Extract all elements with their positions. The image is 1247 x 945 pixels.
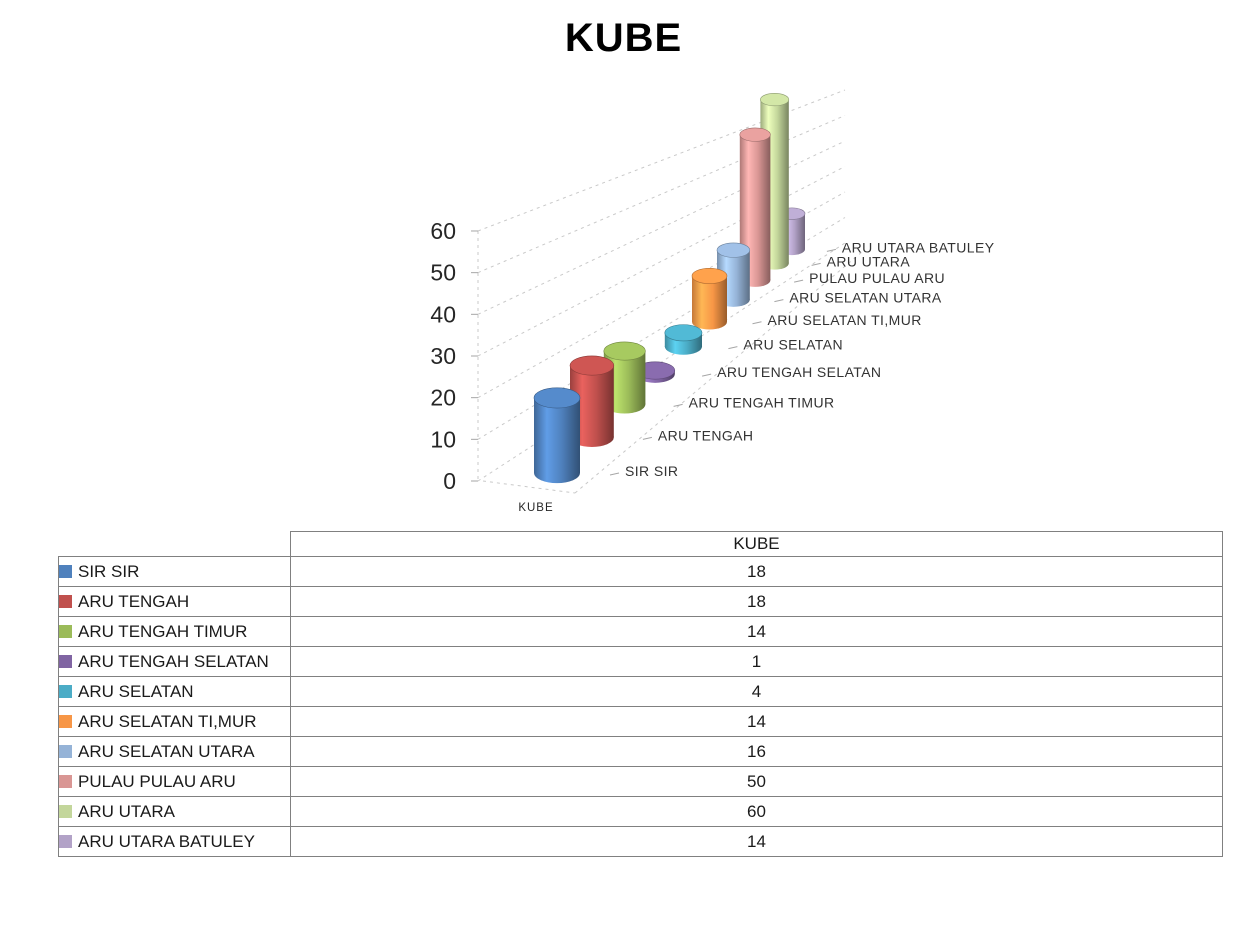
value-tick-40: 40: [430, 301, 456, 328]
series-label-aru-utara-batuley: ARU UTARA BATULEY: [841, 239, 995, 256]
legend-label: ARU SELATAN TI,MUR: [78, 711, 257, 731]
value-tick-0: 0: [443, 468, 456, 494]
legend-label: PULAU PULAU ARU: [78, 771, 236, 791]
legend-label: ARU TENGAH SELATAN: [78, 651, 269, 671]
legend-label: ARU SELATAN UTARA: [78, 741, 255, 761]
legend-cell: [59, 767, 291, 797]
value-tick-30: 30: [430, 342, 456, 369]
cylinder-aru-selatan-ti-mur: [692, 268, 727, 329]
value-cell: 1: [291, 647, 1223, 677]
value-cell: 14: [291, 617, 1223, 647]
table-row: [59, 737, 1223, 767]
chart-title: KUBE: [564, 16, 683, 60]
legend-cell: [59, 737, 291, 767]
series-label-aru-utara: ARU UTARA: [826, 253, 911, 270]
table-row: [59, 707, 1223, 737]
series-label-aru-selatan: ARU SELATAN: [743, 336, 843, 353]
table-row: [59, 797, 1223, 827]
legend-label: ARU UTARA BATULEY: [78, 831, 255, 851]
legend-cell: [59, 677, 291, 707]
value-cell: 4: [291, 677, 1223, 707]
legend-cell: [59, 557, 291, 587]
legend-label: ARU SELATAN: [78, 681, 194, 701]
legend-swatch: [59, 625, 72, 638]
legend-swatch: [59, 565, 72, 578]
category-axis-label: KUBE: [518, 502, 554, 514]
series-label-aru-selatan-utara: ARU SELATAN UTARA: [789, 289, 942, 306]
value-tick-60: 60: [430, 217, 456, 244]
value-cell: 16: [291, 737, 1223, 767]
legend-swatch: [59, 805, 72, 818]
legend-cell: [59, 827, 291, 857]
table-header-row: [59, 532, 1223, 557]
value-cell: 18: [291, 557, 1223, 587]
legend-cell: [59, 707, 291, 737]
value-cell: 50: [291, 767, 1223, 797]
value-cell: 18: [291, 587, 1223, 617]
table-row: [59, 767, 1223, 797]
legend-label: SIR SIR: [78, 561, 140, 581]
table-row: [59, 827, 1223, 857]
value-tick-10: 10: [430, 426, 456, 453]
cylinder-chart: [400, 60, 1030, 525]
legend-cell: [59, 617, 291, 647]
series-label-sir-sir: SIR SIR: [625, 463, 679, 479]
table-body: [59, 557, 1223, 857]
table-row: [59, 557, 1223, 587]
legend-swatch: [59, 685, 72, 698]
cylinders: [534, 93, 805, 483]
table-header-blank-cell: [59, 532, 291, 557]
legend-label: ARU UTARA: [78, 801, 175, 821]
value-cell: 60: [291, 797, 1223, 827]
table-row: [59, 617, 1223, 647]
legend-cell: [59, 647, 291, 677]
data-table: [58, 531, 1223, 857]
series-label-aru-selatan-ti-mur: ARU SELATAN TI,MUR: [767, 311, 922, 328]
cylinder-aru-selatan: [665, 325, 702, 355]
legend-swatch: [59, 745, 72, 758]
table-row: [59, 647, 1223, 677]
value-axis-labels: [430, 218, 456, 494]
series-label-aru-tengah-timur: ARU TENGAH TIMUR: [688, 394, 835, 411]
legend-swatch: [59, 835, 72, 848]
legend-label: ARU TENGAH TIMUR: [78, 621, 248, 641]
table-row: [59, 677, 1223, 707]
legend-cell: [59, 587, 291, 617]
value-tick-50: 50: [430, 259, 456, 286]
legend-swatch: [59, 775, 72, 788]
series-label-aru-tengah-selatan: ARU TENGAH SELATAN: [717, 364, 882, 381]
legend-cell: [59, 797, 291, 827]
value-cell: 14: [291, 827, 1223, 857]
legend-swatch: [59, 595, 72, 608]
gridlines: [478, 90, 845, 481]
value-tick-20: 20: [430, 384, 456, 411]
legend-swatch: [59, 655, 72, 668]
category-labels: [610, 239, 995, 479]
table-row: [59, 587, 1223, 617]
cylinder-sir-sir: [534, 388, 580, 483]
legend-swatch: [59, 715, 72, 728]
value-cell: 14: [291, 707, 1223, 737]
series-label-aru-tengah: ARU TENGAH: [657, 427, 754, 444]
series-label-pulau-pulau-aru: PULAU PULAU ARU: [809, 270, 946, 287]
value-column-header: KUBE: [291, 532, 1223, 557]
legend-label: ARU TENGAH: [78, 591, 190, 611]
